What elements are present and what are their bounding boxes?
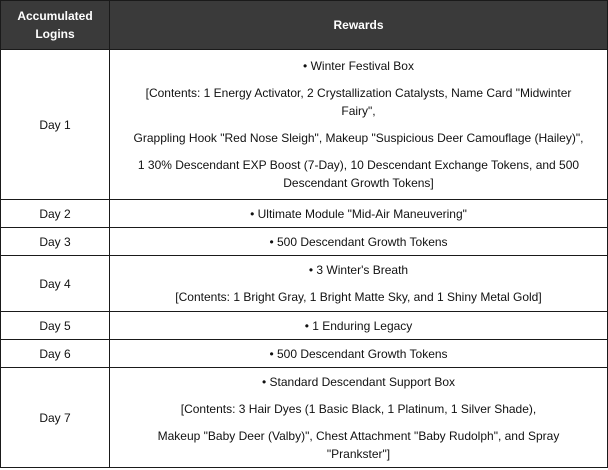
reward-line: • Ultimate Module "Mid-Air Maneuvering" [250, 206, 467, 221]
day-cell: Day 3 [1, 228, 110, 256]
header-accumulated-logins [1, 1, 110, 50]
day-cell: Day 5 [1, 312, 110, 340]
reward-cell [110, 200, 608, 228]
table-row-day-2 [1, 200, 608, 228]
reward-line: • 3 Winter's Breath [308, 263, 409, 277]
reward-line: • Standard Descendant Support Box [262, 374, 455, 389]
day-cell: Day 7 [1, 368, 110, 468]
reward-line: • 500 Descendant Growth Tokens [269, 346, 448, 361]
day-cell: Day 4 [1, 256, 110, 312]
table-row-day-5 [1, 312, 608, 340]
reward-line: [Contents: 1 Energy Activator, 2 Crystallization Catalysts, Name Card "Midwinter [145, 86, 572, 100]
table-row-day-7 [1, 368, 608, 468]
reward-cell [110, 312, 608, 340]
reward-line: Makeup "Baby Deer (Valby)", Chest Attachment "Baby Rudolph", and Spray [157, 428, 560, 443]
day-cell: Day 2 [1, 200, 110, 228]
reward-line: "Prankster"] [326, 446, 391, 461]
table-header-row [1, 1, 608, 50]
reward-line: Grappling Hook "Red Nose Sleigh", Makeup "Suspicious Deer Camouflage (Hailey)", [133, 131, 584, 145]
table-row-day-1 [1, 50, 608, 200]
reward-line: • 500 Descendant Growth Tokens [269, 234, 448, 249]
reward-line: [Contents: 3 Hair Dyes (1 Basic Black, 1 Platinum, 1 Silver Shade), [180, 401, 537, 416]
day-cell: Day 6 [1, 340, 110, 368]
reward-cell [110, 50, 608, 200]
reward-line: • 1 Enduring Legacy [304, 318, 413, 333]
reward-line: Descendant Growth Tokens] [283, 176, 434, 190]
reward-line: 1 30% Descendant EXP Boost (7-Day), 10 Descendant Exchange Tokens, and 500 [137, 158, 580, 172]
reward-cell [110, 368, 608, 468]
reward-line: • Winter Festival Box [303, 59, 414, 73]
header-logins-line2: Logins [35, 27, 75, 41]
reward-cell [110, 256, 608, 312]
reward-line: [Contents: 1 Bright Gray, 1 Bright Matte Sky, and 1 Shiny Metal Gold] [175, 290, 542, 304]
reward-cell [110, 340, 608, 368]
table-row-day-6 [1, 340, 608, 368]
day-cell: Day 1 [1, 50, 110, 200]
header-logins-line1: Accumulated [17, 9, 93, 23]
table-row-day-3 [1, 228, 608, 256]
header-rewards: Rewards [110, 1, 608, 50]
table-row-day-4 [1, 256, 608, 312]
reward-cell [110, 228, 608, 256]
reward-line: Fairy", [341, 104, 376, 118]
